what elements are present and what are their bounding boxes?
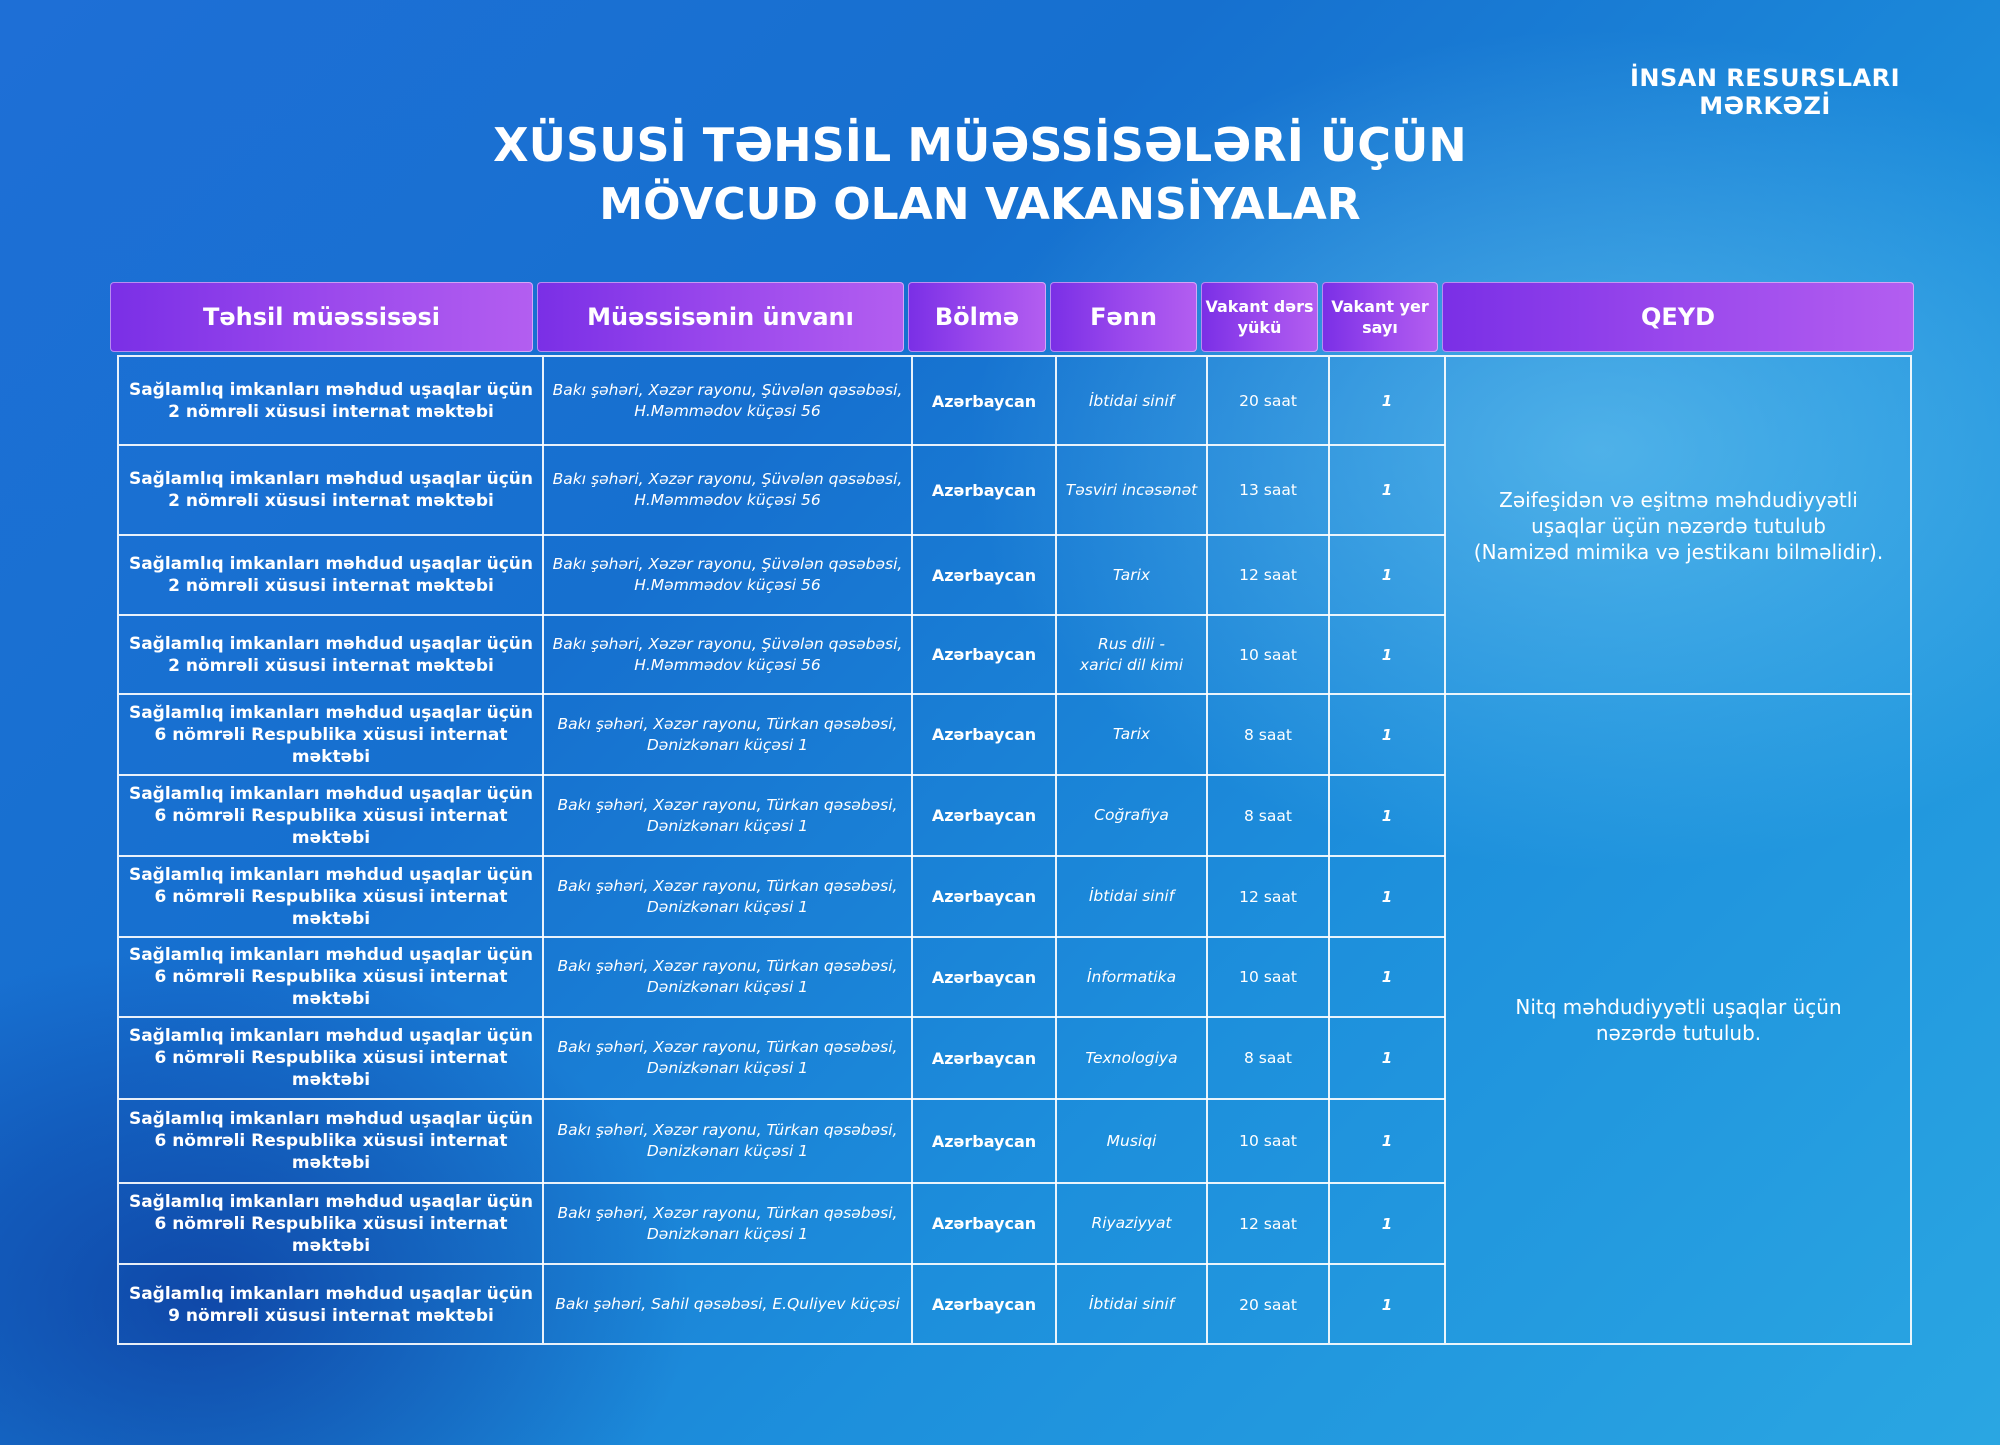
cell-section: Azərbaycan xyxy=(931,1295,1037,1314)
page-title-line-1: XÜSUSİ TƏHSİL MÜƏSSİSƏLƏRİ ÜÇÜN xyxy=(493,118,1467,172)
note-2-line-1: Nitq məhdudiyyətli uşaqlar üçün xyxy=(1515,994,1842,1019)
header-section: Bölmə xyxy=(908,282,1046,352)
cell-load: 10 saat xyxy=(1239,968,1297,986)
cell-count: 1 xyxy=(1381,1132,1393,1150)
cell-institution xyxy=(119,856,543,937)
cell-subject xyxy=(1056,615,1207,694)
institution-line-1: Sağlamlıq imkanları məhdud uşaqlar üçün xyxy=(128,380,534,400)
cell-count: 1 xyxy=(1381,1214,1393,1233)
org-line-2: MƏRKƏZİ xyxy=(1699,92,1831,120)
cell-section: Azərbaycan xyxy=(931,1214,1037,1233)
institution-line-2: 6 nömrəli Respublika xüsusi internat məktəbi xyxy=(154,1131,508,1173)
cell-address xyxy=(543,1099,912,1183)
org-line-1: İNSAN RESURSLARI xyxy=(1629,64,1900,92)
institution-line-2: 2 nömrəli xüsusi internat məktəbi xyxy=(168,491,494,511)
address-line-1: Bakı şəhəri, Xəzər rayonu, Türkan qəsəbəsi, xyxy=(557,1038,898,1056)
cell-subject xyxy=(1056,357,1207,445)
cell-load: 10 saat xyxy=(1239,1132,1297,1150)
cell-institution xyxy=(119,694,543,775)
cell-section: Azərbaycan xyxy=(931,1131,1037,1151)
cell-address xyxy=(543,1264,912,1345)
institution-line-1: Sağlamlıq imkanları məhdud uşaqlar üçün xyxy=(128,1109,534,1129)
cell-institution xyxy=(119,775,543,856)
cell-load: 8 saat xyxy=(1244,725,1292,744)
cell-subject xyxy=(1056,1017,1207,1099)
cell-count: 1 xyxy=(1381,1049,1393,1067)
cell-address xyxy=(543,357,912,445)
institution-line-2: 2 nömrəli xüsusi internat məktəbi xyxy=(168,576,494,596)
cell-load: 12 saat xyxy=(1239,1214,1297,1233)
cell-subject xyxy=(1056,445,1207,535)
address-line-2: H.Məmmədov küçəsi 56 xyxy=(634,402,821,420)
header-subject: Fənn xyxy=(1050,282,1197,352)
cell-address xyxy=(543,615,912,694)
cell-section: Azərbaycan xyxy=(931,565,1037,585)
subject-line-1: Təsviri incəsənət xyxy=(1065,480,1198,499)
subject-line-1: Tarix xyxy=(1112,725,1151,743)
cell-load: 8 saat xyxy=(1244,806,1292,825)
subject-line-2: xarici dil kimi xyxy=(1079,655,1184,674)
cell-count: 1 xyxy=(1381,645,1393,664)
cell-count: 1 xyxy=(1381,392,1393,410)
note-group-2 xyxy=(1445,694,1912,1345)
address-line-1: Bakı şəhəri, Xəzər rayonu, Türkan qəsəbəsi, xyxy=(557,1203,898,1222)
org-logo-text xyxy=(1615,64,1915,120)
institution-line-2: 6 nömrəli Respublika xüsusi internat məktəbi xyxy=(154,805,508,848)
cell-institution xyxy=(119,1264,543,1345)
header-address: Müəssisənin ünvanı xyxy=(537,282,904,352)
institution-line-2: 2 nömrəli xüsusi internat məktəbi xyxy=(168,655,494,676)
cell-load: 12 saat xyxy=(1239,887,1297,906)
cell-institution xyxy=(119,1099,543,1183)
cell-institution xyxy=(119,535,543,615)
cell-section: Azərbaycan xyxy=(931,967,1037,987)
institution-line-1: Sağlamlıq imkanları məhdud uşaqlar üçün xyxy=(128,1191,534,1212)
subject-line-1: İbtidai sinif xyxy=(1088,391,1175,410)
subject-line-1: Musiqi xyxy=(1106,1131,1157,1150)
subject-line-1: Texnologiya xyxy=(1085,1048,1178,1067)
cell-address xyxy=(543,775,912,856)
address-line-2: Dənizkənarı küçəsi 1 xyxy=(646,978,809,996)
cell-address xyxy=(543,1183,912,1264)
address-line-1: Bakı şəhəri, Sahil qəsəbəsi, E.Quliyev küçəsi xyxy=(555,1295,900,1313)
address-line-2: Dənizkənarı küçəsi 1 xyxy=(646,1059,809,1077)
institution-line-1: Sağlamlıq imkanları məhdud uşaqlar üçün xyxy=(128,1283,534,1304)
institution-line-2: 6 nömrəli Respublika xüsusi internat məktəbi xyxy=(154,967,508,1009)
cell-load: 8 saat xyxy=(1244,1049,1292,1067)
cell-institution xyxy=(119,1183,543,1264)
cell-section: Azərbaycan xyxy=(931,887,1037,906)
header-count: Vakant yer sayı xyxy=(1322,282,1438,352)
institution-line-1: Sağlamlıq imkanları məhdud uşaqlar üçün xyxy=(128,633,534,654)
cell-load: 20 saat xyxy=(1239,392,1297,410)
address-line-2: Dənizkənarı küçəsi 1 xyxy=(646,1142,809,1160)
cell-subject xyxy=(1056,1099,1207,1183)
address-line-1: Bakı şəhəri, Xəzər rayonu, Türkan qəsəbəsi, xyxy=(557,1121,898,1139)
address-line-1: Bakı şəhəri, Xəzər rayonu, Türkan qəsəbəsi, xyxy=(557,714,898,733)
page-title-line-2: MÖVCUD OLAN VAKANSİYALAR xyxy=(599,179,1361,230)
cell-institution xyxy=(119,937,543,1017)
address-line-2: Dənizkənarı küçəsi 1 xyxy=(646,816,809,835)
note-1-line-2: uşaqlar üçün nəzərdə tutulub xyxy=(1531,513,1826,538)
subject-line-1: İbtidai sinif xyxy=(1088,887,1175,905)
subject-line-1: İnformatika xyxy=(1086,967,1177,986)
cell-section: Azərbaycan xyxy=(931,391,1037,411)
address-line-1: Bakı şəhəri, Xəzər rayonu, Şüvələn qəsəbəsi, xyxy=(552,470,903,488)
address-line-2: Dənizkənarı küçəsi 1 xyxy=(646,1224,809,1243)
institution-line-1: Sağlamlıq imkanları məhdud uşaqlar üçün xyxy=(128,864,534,885)
institution-line-2: 6 nömrəli Respublika xüsusi internat məktəbi xyxy=(154,724,508,767)
cell-subject xyxy=(1056,775,1207,856)
cell-section: Azərbaycan xyxy=(931,1048,1037,1068)
page-title xyxy=(0,115,1960,235)
cell-address xyxy=(543,535,912,615)
note-group-1 xyxy=(1445,357,1912,694)
cell-load: 13 saat xyxy=(1239,481,1297,499)
cell-count: 1 xyxy=(1381,566,1393,584)
cell-address xyxy=(543,856,912,937)
cell-count: 1 xyxy=(1381,725,1393,744)
subject-line-1: İbtidai sinif xyxy=(1088,1295,1175,1313)
subject-line-1: Rus dili - xyxy=(1098,634,1165,653)
cell-institution xyxy=(119,615,543,694)
cell-load: 20 saat xyxy=(1239,1295,1297,1314)
subject-line-1: Coğrafiya xyxy=(1094,806,1169,824)
note-1-line-3: (Namizəd mimika və jestikanı bilməlidir). xyxy=(1473,539,1884,564)
address-line-2: H.Məmmədov küçəsi 56 xyxy=(634,655,821,674)
institution-line-2: 2 nömrəli xüsusi internat məktəbi xyxy=(168,402,494,422)
cell-section: Azərbaycan xyxy=(931,806,1037,825)
cell-subject xyxy=(1056,1183,1207,1264)
institution-line-1: Sağlamlıq imkanları məhdud uşaqlar üçün xyxy=(128,783,534,804)
header-institution: Təhsil müəssisəsi xyxy=(110,282,533,352)
institution-line-1: Sağlamlıq imkanları məhdud uşaqlar üçün xyxy=(128,702,534,723)
institution-line-1: Sağlamlıq imkanları məhdud uşaqlar üçün xyxy=(128,554,534,574)
address-line-1: Bakı şəhəri, Xəzər rayonu, Şüvələn qəsəbəsi, xyxy=(552,555,903,573)
cell-section: Azərbaycan xyxy=(931,480,1037,500)
cell-section: Azərbaycan xyxy=(931,725,1037,744)
address-line-2: Dənizkənarı küçəsi 1 xyxy=(646,735,809,754)
cell-institution xyxy=(119,357,543,445)
address-line-2: Dənizkənarı küçəsi 1 xyxy=(646,897,809,916)
subject-line-1: Riyaziyyat xyxy=(1091,1214,1172,1232)
cell-subject xyxy=(1056,1264,1207,1345)
note-1-line-1: Zəifeşidən və eşitmə məhdudiyyətli xyxy=(1499,487,1858,512)
cell-address xyxy=(543,1017,912,1099)
subject-line-1: Tarix xyxy=(1112,565,1151,584)
cell-institution xyxy=(119,445,543,535)
cell-address xyxy=(543,937,912,1017)
vacancy-table xyxy=(117,355,1912,1345)
address-line-1: Bakı şəhəri, Xəzər rayonu, Şüvələn qəsəbəsi, xyxy=(552,381,903,399)
institution-line-1: Sağlamlıq imkanları məhdud uşaqlar üçün xyxy=(128,1026,534,1046)
header-note: QEYD xyxy=(1442,282,1914,352)
address-line-1: Bakı şəhəri, Xəzər rayonu, Türkan qəsəbəsi, xyxy=(557,957,898,975)
cell-address xyxy=(543,445,912,535)
cell-section: Azərbaycan xyxy=(931,645,1037,664)
institution-line-1: Sağlamlıq imkanları məhdud uşaqlar üçün xyxy=(128,945,534,965)
header-load: Vakant dərs yükü xyxy=(1201,282,1318,352)
cell-count: 1 xyxy=(1381,968,1393,986)
cell-address xyxy=(543,694,912,775)
cell-count: 1 xyxy=(1381,887,1393,906)
institution-line-1: Sağlamlıq imkanları məhdud uşaqlar üçün xyxy=(128,469,534,489)
address-line-1: Bakı şəhəri, Xəzər rayonu, Şüvələn qəsəbəsi, xyxy=(552,634,903,653)
institution-line-2: 6 nömrəli Respublika xüsusi internat məktəbi xyxy=(154,886,508,929)
address-line-2: H.Məmmədov küçəsi 56 xyxy=(634,576,821,594)
address-line-1: Bakı şəhəri, Xəzər rayonu, Türkan qəsəbəsi, xyxy=(557,876,898,895)
cell-load: 12 saat xyxy=(1239,566,1297,584)
note-2-line-2: nəzərdə tutulub. xyxy=(1595,1020,1762,1045)
cell-subject xyxy=(1056,856,1207,937)
cell-institution xyxy=(119,1017,543,1099)
institution-line-2: 9 nömrəli xüsusi internat məktəbi xyxy=(168,1305,494,1326)
cell-subject xyxy=(1056,694,1207,775)
cell-load: 10 saat xyxy=(1239,645,1297,664)
cell-subject xyxy=(1056,535,1207,615)
institution-line-2: 6 nömrəli Respublika xüsusi internat məktəbi xyxy=(154,1048,508,1090)
cell-subject xyxy=(1056,937,1207,1017)
cell-count: 1 xyxy=(1381,481,1393,499)
address-line-2: H.Məmmədov küçəsi 56 xyxy=(634,491,821,509)
cell-count: 1 xyxy=(1381,806,1393,825)
institution-line-2: 6 nömrəli Respublika xüsusi internat məktəbi xyxy=(154,1213,508,1256)
cell-count: 1 xyxy=(1381,1295,1393,1314)
address-line-1: Bakı şəhəri, Xəzər rayonu, Türkan qəsəbəsi, xyxy=(557,795,898,814)
